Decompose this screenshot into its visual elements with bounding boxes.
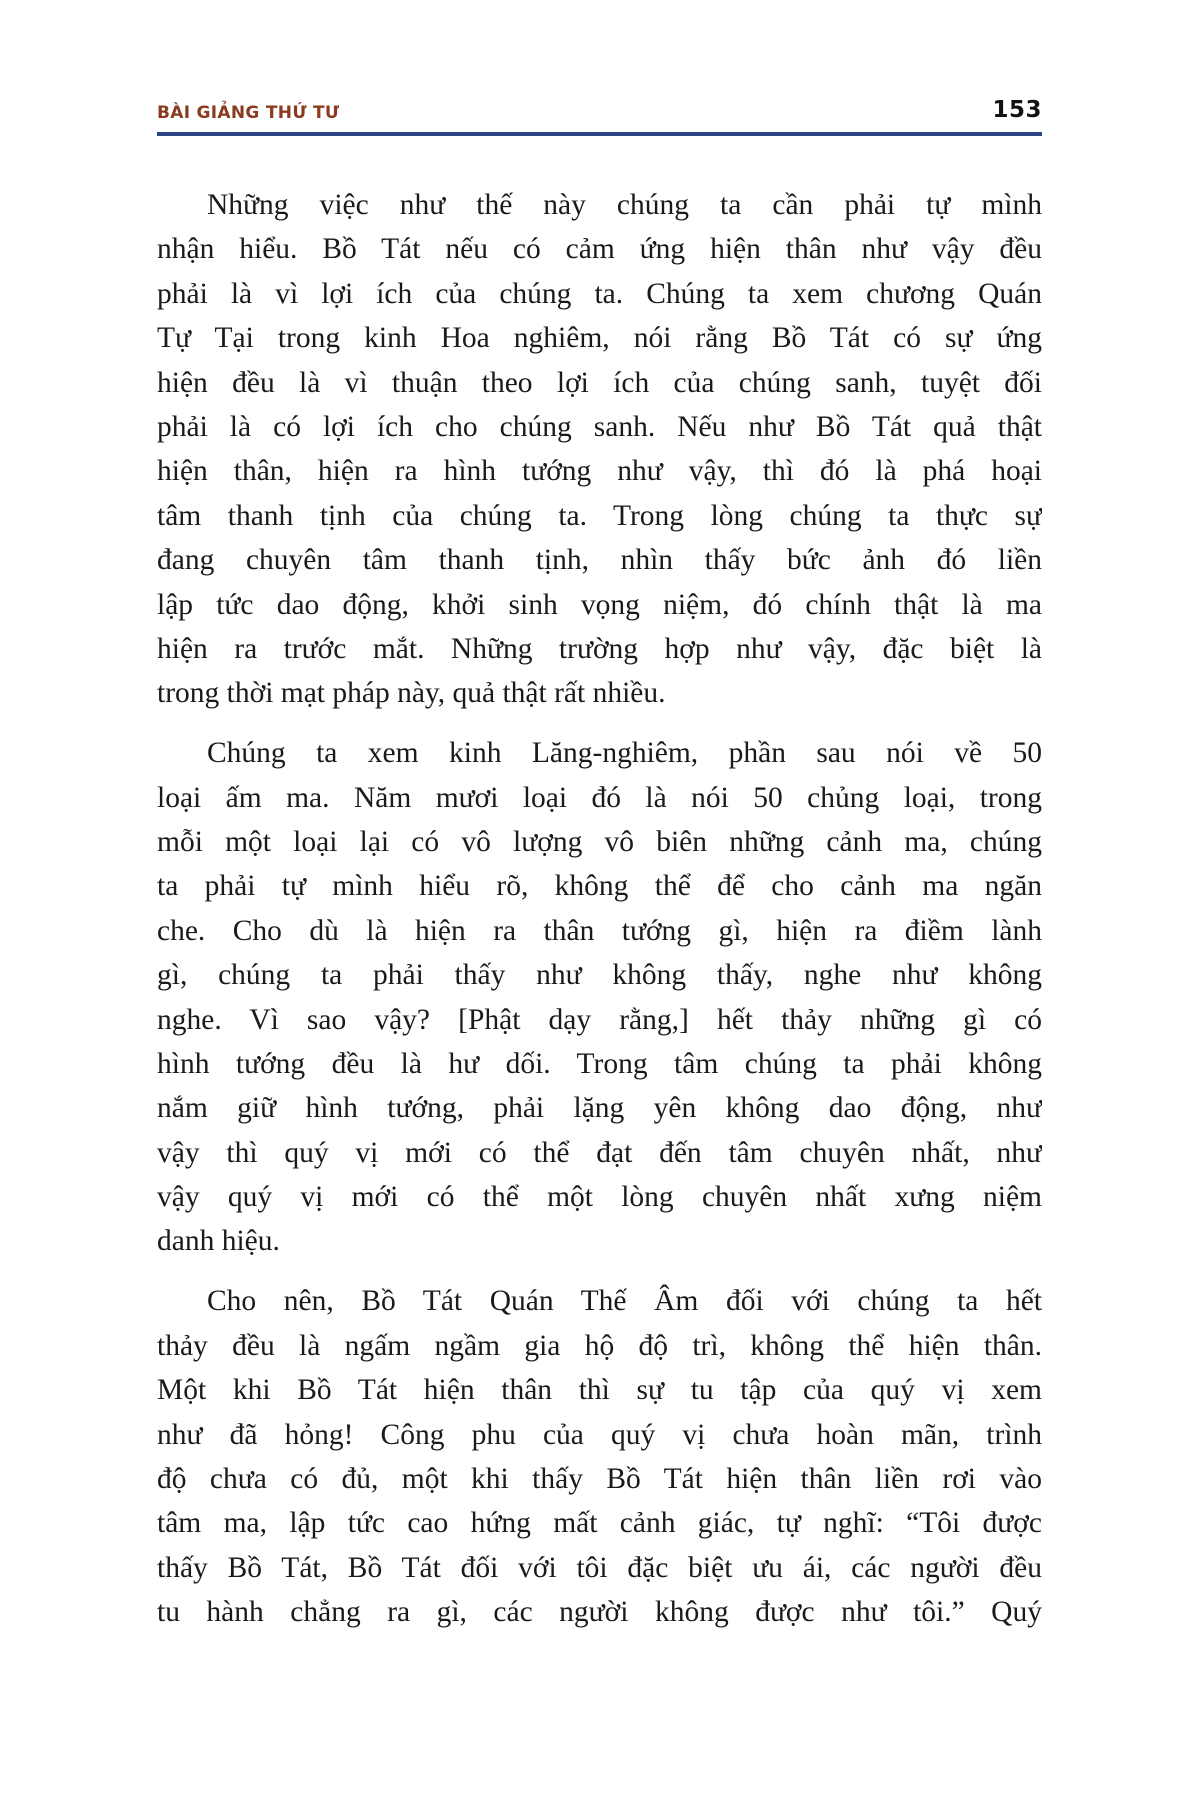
text-line: nắm giữ hình tướng, phải lặng yên không dao động, như: [157, 1092, 1042, 1125]
text-line: Cho nên, Bồ Tát Quán Thế Âm đối với chúng ta hết: [207, 1285, 1042, 1318]
text-line: hiện đều là vì thuận theo lợi ích của chúng sanh, tuyệt đối: [157, 366, 1042, 399]
text-line: vậy thì quý vị mới có thể đạt đến tâm chuyên nhất, như: [157, 1136, 1042, 1169]
body-text: [157, 183, 1042, 1650]
text-line: Chúng ta xem kinh Lăng-nghiêm, phần sau nói về 50: [207, 737, 1042, 770]
text-line: Những việc như thế này chúng ta cần phải tự mình: [207, 189, 1042, 221]
text-line: ta phải tự mình hiểu rõ, không thể để cho cảnh ma ngăn: [157, 870, 1042, 903]
text-line: mỗi một loại lại có vô lượng vô biên những cảnh ma, chúng: [157, 825, 1042, 858]
text-line: gì, chúng ta phải thấy như không thấy, nghe như không: [157, 959, 1042, 992]
text-line: phải là có lợi ích cho chúng sanh. Nếu như Bồ Tát quả thật: [157, 410, 1042, 443]
text-line: tu hành chẳng ra gì, các người không được như tôi.” Quý: [157, 1596, 1042, 1629]
text-line: độ chưa có đủ, một khi thấy Bồ Tát hiện thân liền rơi vào: [157, 1462, 1042, 1495]
text-line: như đã hỏng! Công phu của quý vị chưa hoàn mãn, trình: [157, 1418, 1042, 1451]
text-line: nhận hiểu. Bồ Tát nếu có cảm ứng hiện thân như vậy đều: [157, 233, 1042, 266]
header-rule: [157, 132, 1042, 136]
text-line: danh hiệu.: [157, 1225, 280, 1258]
chapter-title: BÀI GIẢNG THỨ TƯ: [157, 103, 340, 123]
text-line: thảy đều là ngấm ngầm gia hộ độ trì, không thể hiện thân.: [157, 1329, 1042, 1362]
page-number: 153: [992, 97, 1042, 123]
paragraph: [157, 1279, 1042, 1634]
text-line: tâm thanh tịnh của chúng ta. Trong lòng chúng ta thực sự: [157, 499, 1042, 532]
text-line: thấy Bồ Tát, Bồ Tát đối với tôi đặc biệt ưu ái, các người đều: [157, 1551, 1042, 1584]
text-line: lập tức dao động, khởi sinh vọng niệm, đó chính thật là ma: [157, 588, 1042, 621]
paragraph: [157, 731, 1042, 1264]
text-line: hiện ra trước mắt. Những trường hợp như vậy, đặc biệt là: [157, 632, 1042, 665]
text-line: nghe. Vì sao vậy? [Phật dạy rằng,] hết thảy những gì có: [157, 1003, 1042, 1036]
text-line: loại ấm ma. Năm mươi loại đó là nói 50 chủng loại, trong: [157, 781, 1042, 814]
text-line: tâm ma, lập tức cao hứng mất cảnh giác, tự nghĩ: “Tôi được: [157, 1507, 1042, 1540]
text-line: vậy quý vị mới có thể một lòng chuyên nhất xưng niệm: [157, 1181, 1042, 1214]
text-line: hiện thân, hiện ra hình tướng như vậy, thì đó là phá hoại: [157, 455, 1042, 488]
text-line: Tự Tại trong kinh Hoa nghiêm, nói rằng Bồ Tát có sự ứng: [157, 322, 1042, 355]
text-line: che. Cho dù là hiện ra thân tướng gì, hiện ra điềm lành: [157, 914, 1042, 947]
paragraph: [157, 183, 1042, 716]
text-line: đang chuyên tâm thanh tịnh, nhìn thấy bức ảnh đó liền: [157, 544, 1042, 577]
text-line: phải là vì lợi ích của chúng ta. Chúng ta xem chương Quán: [157, 277, 1042, 310]
text-line: Một khi Bồ Tát hiện thân thì sự tu tập của quý vị xem: [157, 1374, 1042, 1407]
text-line: trong thời mạt pháp này, quả thật rất nhiều.: [157, 677, 666, 710]
text-line: hình tướng đều là hư dối. Trong tâm chúng ta phải không: [157, 1047, 1042, 1080]
